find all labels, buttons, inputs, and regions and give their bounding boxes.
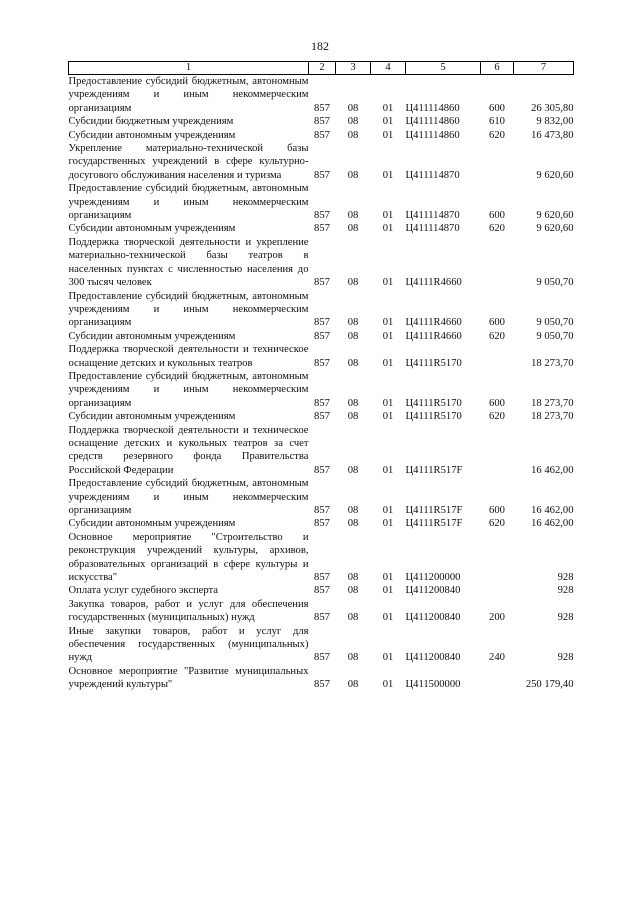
row-expense-type: 610 [489,116,505,128]
row-subsection: 01 [382,518,394,530]
row-expense-type: 200 [489,612,505,624]
row-admin-code: 857 [314,505,330,516]
row-amount: 16 462,00 [531,464,574,476]
row-section: 08 [347,102,359,114]
row-expense-type: 600 [489,397,505,409]
header-col-6: 6 [481,62,514,75]
row-amount: 9 832,00 [536,116,574,128]
table-row [69,410,574,423]
table-row [69,115,574,128]
table-row [69,598,574,625]
row-expense-type: 620 [489,223,505,235]
row-name: Предоставление субсидий бюджетным, автономным учреждениям и иным некоммерческим организациям [68,370,309,409]
row-target-article: Ц411200840 [405,585,461,597]
table-row [69,424,574,478]
row-target-article: Ц4111R5170 [405,397,462,409]
row-admin-code: 857 [314,277,330,289]
row-name: Закупка товаров, работ и услуг для обеспечения государственных (муниципальных) нужд [68,598,309,624]
row-section: 08 [347,129,359,141]
row-amount: 928 [557,585,574,597]
table-row [69,182,574,222]
row-amount: 928 [557,652,574,664]
row-target-article: Ц411200000 [405,572,461,584]
row-section: 08 [347,330,359,342]
row-name: Предоставление субсидий бюджетным, автономным учреждениям и иным некоммерческим организациям [68,290,309,329]
row-subsection: 01 [382,317,394,329]
row-section: 08 [347,277,359,289]
row-section: 08 [347,357,359,369]
row-subsection: 01 [382,572,394,584]
row-admin-code: 857 [314,464,330,476]
row-amount: 9 620,60 [536,210,574,222]
row-name: Субсидии автономным учреждениям [68,411,236,423]
row-admin-code: 857 [314,585,330,597]
header-col-5: 5 [406,62,481,75]
row-amount: 9 050,70 [536,277,574,289]
row-amount: 16 462,00 [531,518,574,530]
header-col-2: 2 [309,62,336,75]
row-amount: 9 620,60 [536,169,574,181]
row-section: 08 [347,505,359,516]
row-expense-type: 620 [489,518,505,530]
row-expense-type [481,665,514,692]
row-target-article: Ц411500000 [405,679,461,691]
row-section: 08 [347,411,359,423]
row-subsection: 01 [382,397,394,409]
row-section: 08 [347,612,359,624]
row-subsection: 01 [382,169,394,181]
row-amount: 16 462,00 [531,505,574,516]
row-expense-type [481,343,514,370]
table-row [69,222,574,235]
row-subsection: 01 [382,652,394,664]
row-amount: 928 [557,612,574,624]
row-amount: 18 273,70 [531,397,574,409]
row-name: Субсидии автономным учреждениям [68,223,236,235]
table-row [69,290,574,330]
row-name: Предоставление субсидий бюджетным, автономным учреждениям и иным некоммерческим организациям [68,478,309,516]
row-amount: 928 [557,572,574,584]
row-amount: 18 273,70 [531,411,574,423]
row-section: 08 [347,397,359,409]
row-expense-type: 620 [489,411,505,423]
row-expense-type: 600 [489,102,505,114]
row-subsection: 01 [382,585,394,597]
row-target-article: Ц411114860 [405,102,460,114]
row-section: 08 [347,572,359,584]
row-expense-type: 600 [489,505,505,516]
table-row [69,75,574,116]
row-name: Укрепление материально-технической базы государственных учреждений в сфере культурно-досугового обслуживания населения и туризма [68,143,309,181]
table-row [69,517,574,530]
row-target-article: Ц4111R4660 [405,330,462,342]
row-subsection: 01 [382,612,394,624]
row-admin-code: 857 [314,210,330,222]
row-admin-code: 857 [314,129,330,141]
row-target-article: Ц411114860 [405,116,460,128]
row-section: 08 [347,116,359,128]
row-expense-type [481,584,514,597]
table-row [69,477,574,517]
row-section: 08 [347,169,359,181]
row-name: Субсидии бюджетным учреждениям [68,116,234,128]
table-row [69,343,574,370]
row-section: 08 [347,585,359,597]
row-section: 08 [347,317,359,329]
row-expense-type: 620 [489,330,505,342]
row-target-article: Ц4111R517F [405,505,463,516]
row-name: Основное мероприятие "Развитие муниципальных учреждений культуры" [68,665,309,691]
row-subsection: 01 [382,102,394,114]
row-amount: 9 620,60 [536,223,574,235]
row-expense-type: 240 [489,652,505,664]
row-admin-code: 857 [314,679,330,691]
row-expense-type: 600 [489,210,505,222]
row-name: Субсидии автономным учреждениям [68,129,236,141]
row-admin-code: 857 [314,612,330,624]
row-name: Поддержка творческой деятельности и техническое оснащение детских и кукольных театров за счет средств резервного фонда Правительства Российской Федерации [68,424,309,476]
table-row [69,142,574,182]
row-subsection: 01 [382,464,394,476]
row-subsection: 01 [382,679,394,691]
header-col-3: 3 [336,62,371,75]
table-row [69,129,574,142]
table-row [69,370,574,410]
row-name: Предоставление субсидий бюджетным, автономным учреждениям и иным некоммерческим организациям [68,76,309,114]
row-admin-code: 857 [314,116,330,128]
row-expense-type [481,531,514,585]
row-admin-code: 857 [314,652,330,664]
row-target-article: Ц411114870 [405,169,460,181]
row-target-article: Ц4111R5170 [405,411,462,423]
header-col-4: 4 [371,62,406,75]
row-admin-code: 857 [314,102,330,114]
row-subsection: 01 [382,357,394,369]
row-subsection: 01 [382,210,394,222]
row-target-article: Ц4111R4660 [405,277,462,289]
row-expense-type [481,142,514,182]
budget-table [68,61,574,692]
row-expense-type: 620 [489,129,505,141]
row-amount: 250 179,40 [525,679,574,691]
row-admin-code: 857 [314,169,330,181]
row-target-article: Ц4111R517F [405,518,463,530]
row-amount: 26 305,80 [531,102,574,114]
row-target-article: Ц4111R517F [405,464,463,476]
row-expense-type [481,424,514,478]
row-name: Субсидии автономным учреждениям [68,518,236,530]
row-admin-code: 857 [314,518,330,530]
row-name: Оплата услуг судебного эксперта [68,585,219,597]
row-subsection: 01 [382,223,394,235]
row-admin-code: 857 [314,357,330,369]
row-subsection: 01 [382,411,394,423]
row-section: 08 [347,210,359,222]
table-row [69,584,574,597]
row-section: 08 [347,652,359,664]
header-col-1: 1 [69,62,309,75]
row-name: Предоставление субсидий бюджетным, автономным учреждениям и иным некоммерческим организациям [68,183,309,222]
row-amount: 9 050,70 [536,317,574,329]
table-row [69,665,574,692]
row-amount: 18 273,70 [531,357,574,369]
row-section: 08 [347,679,359,691]
row-target-article: Ц411114870 [405,223,460,235]
page-number: 182 [311,39,329,53]
row-admin-code: 857 [314,397,330,409]
header-col-7: 7 [514,62,574,75]
row-amount: 9 050,70 [536,330,574,342]
row-admin-code: 857 [314,223,330,235]
table-row [69,236,574,290]
row-section: 08 [347,518,359,530]
row-name: Поддержка творческой деятельности и укрепление материально-технической базы театров в населенных пунктах с численностью населения до 300 тысяч человек [68,236,309,289]
row-expense-type: 600 [489,317,505,329]
table-row [69,625,574,665]
row-expense-type [481,236,514,290]
row-admin-code: 857 [314,317,330,329]
row-subsection: 01 [382,116,394,128]
header-row [69,62,574,75]
table-row [69,531,574,585]
row-target-article: Ц411114860 [405,129,460,141]
row-name: Поддержка творческой деятельности и техническое оснащение детских и кукольных театров [68,344,309,369]
row-target-article: Ц411200840 [405,652,461,664]
row-admin-code: 857 [314,411,330,423]
row-amount: 16 473,80 [531,129,574,141]
row-subsection: 01 [382,505,394,516]
row-section: 08 [347,464,359,476]
row-target-article: Ц411114870 [405,210,460,222]
row-target-article: Ц4111R4660 [405,317,462,329]
row-target-article: Ц411200840 [405,612,461,624]
row-name: Субсидии автономным учреждениям [68,330,236,342]
row-name: Иные закупки товаров, работ и услуг для обеспечения государственных (муниципальных) нужд [68,625,309,664]
row-subsection: 01 [382,277,394,289]
row-target-article: Ц4111R5170 [405,357,462,369]
table-row [69,330,574,343]
row-subsection: 01 [382,330,394,342]
row-admin-code: 857 [314,572,330,584]
table-body [69,75,574,692]
row-section: 08 [347,223,359,235]
row-subsection: 01 [382,129,394,141]
row-name: Основное мероприятие "Строительство и реконструкция учреждений культуры, архивов, образовательных организаций в сфере культуры и искусства" [68,531,309,584]
row-admin-code: 857 [314,330,330,342]
